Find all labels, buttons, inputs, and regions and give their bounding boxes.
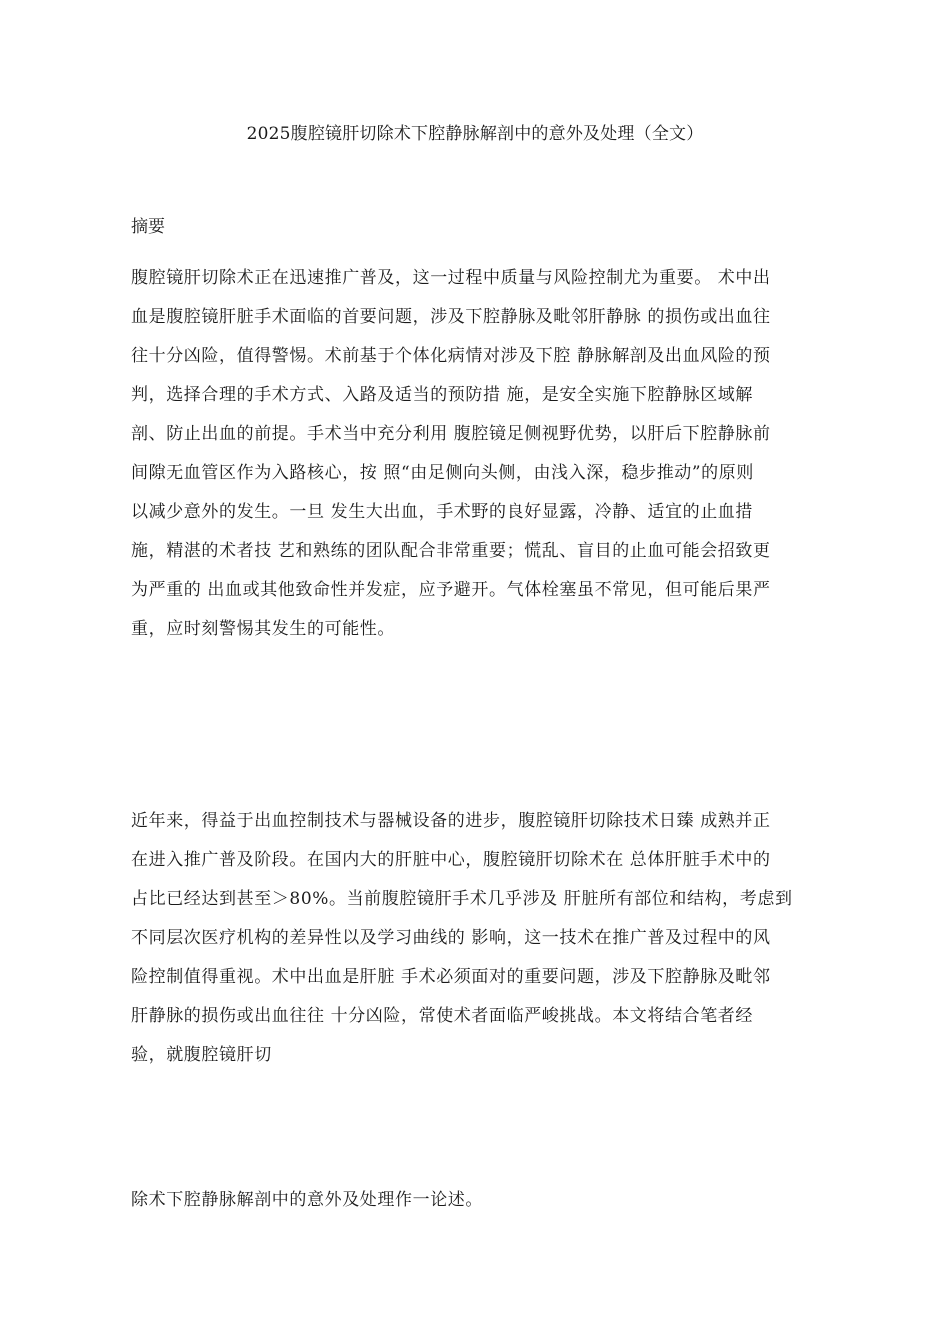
text-line: 重，应时刻警惕其发生的可能性。: [131, 619, 395, 639]
text-line: 除术下腔静脉解剖中的意外及处理作一论述。: [131, 1190, 483, 1210]
text-line: 不同层次医疗机构的差异性以及学习曲线的 影响，这一技术在推广普及过程中的风: [131, 928, 771, 948]
text-line: 判，选择合理的手术方式、入路及适当的预防措 施，是安全实施下腔静脉区域解: [131, 385, 754, 405]
text-line: 施，精湛的术者技 艺和熟练的团队配合非常重要；慌乱、盲目的止血可能会招致更: [131, 541, 771, 561]
text-line: 验，就腹腔镜肝切: [131, 1045, 272, 1065]
text-line: 在进入推广普及阶段。在国内大的肝脏中心，腹腔镜肝切除术在 总体肝脏手术中的: [131, 850, 771, 870]
document-title: 2025腹腔镜肝切除术下腔静脉解剖中的意外及处理（全文）: [246, 124, 704, 144]
text-line: 往十分凶险，值得警惕。术前基于个体化病情对涉及下腔 静脉解剖及出血风险的预: [131, 346, 771, 366]
intro-paragraph: [131, 802, 851, 1075]
text-line: 近年来，得益于出血控制技术与器械设备的进步，腹腔镜肝切除技术日臻 成熟并正: [131, 811, 771, 831]
intro-paragraph-continued: [131, 1181, 851, 1220]
text-line: 以减少意外的发生。一旦 发生大出血，手术野的良好显露，冷静、适宜的止血措: [131, 502, 754, 522]
abstract-heading: 摘要: [131, 217, 165, 237]
text-line: 为严重的 出血或其他致命性并发症，应予避开。气体栓塞虽不常见，但可能后果严: [131, 580, 771, 600]
abstract-paragraph: [131, 259, 851, 649]
text-line: 肝静脉的损伤或出血往往 十分凶险，常使术者面临严峻挑战。本文将结合笔者经: [131, 1006, 754, 1026]
text-line: 腹腔镜肝切除术正在迅速推广普及，这一过程中质量与风险控制尤为重要。 术中出: [131, 268, 771, 288]
text-line: 险控制值得重视。术中出血是肝脏 手术必须面对的重要问题，涉及下腔静脉及毗邻: [131, 967, 771, 987]
text-line: 间隙无血管区作为入路核心，按 照“由足侧向头侧，由浅入深，稳步推动”的原则: [131, 463, 754, 483]
text-line: 剖、防止出血的前提。手术当中充分利用 腹腔镜足侧视野优势，以肝后下腔静脉前: [131, 424, 771, 444]
text-line: 血是腹腔镜肝脏手术面临的首要问题，涉及下腔静脉及毗邻肝静脉 的损伤或出血往: [131, 307, 771, 327]
text-line: 占比已经达到甚至＞80%。当前腹腔镜肝手术几乎涉及 肝脏所有部位和结构，考虑到: [131, 889, 793, 909]
